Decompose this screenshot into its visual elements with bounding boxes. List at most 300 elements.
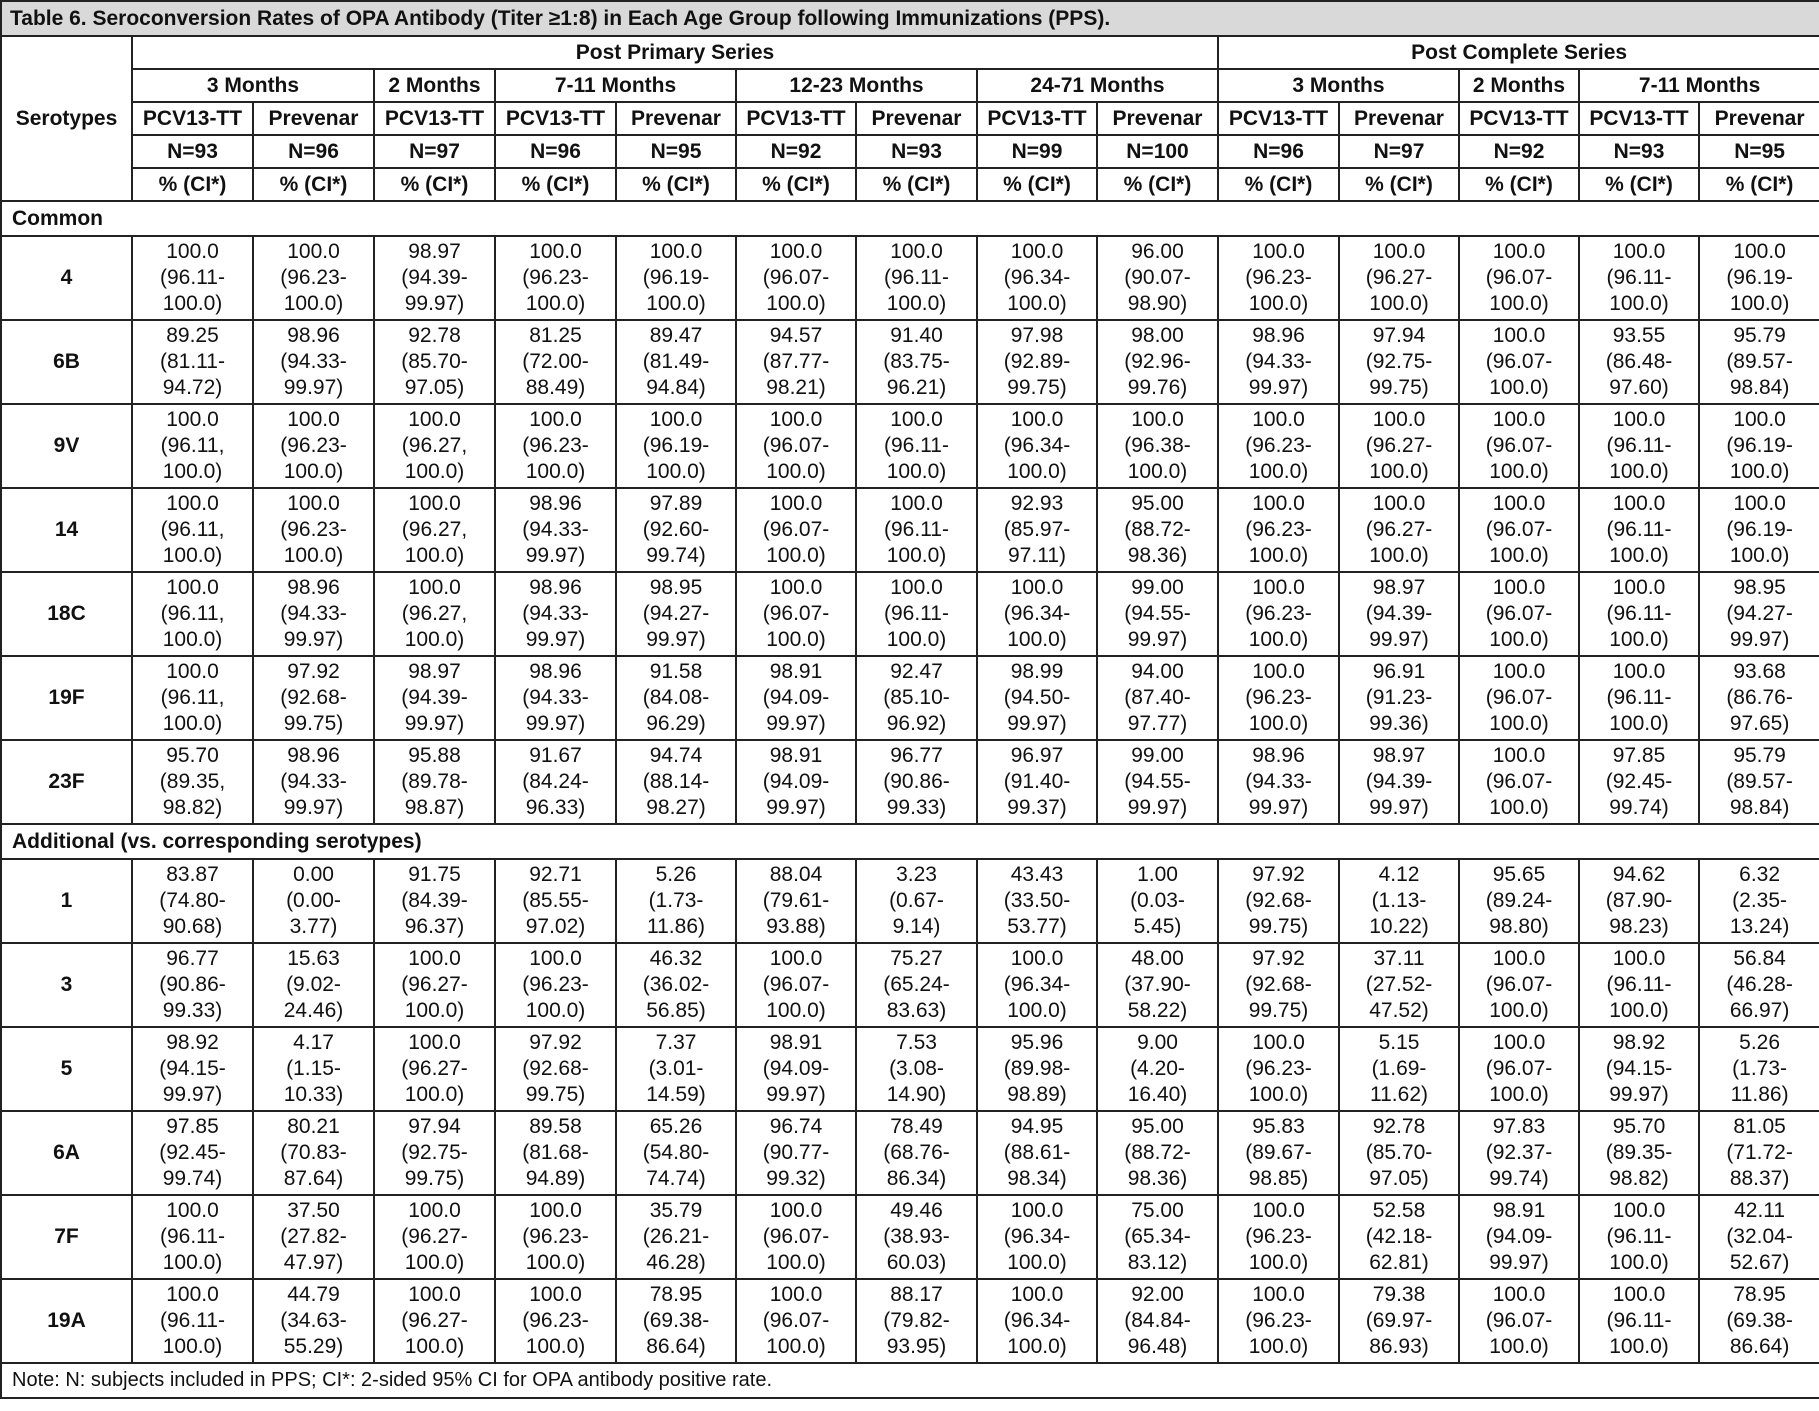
n-header: N=95 <box>616 135 736 168</box>
rate-cell <box>495 943 616 1027</box>
rate-value: 89.47 <box>649 324 703 347</box>
ci-value: (96.27- <box>401 1309 468 1332</box>
table-row <box>1 1027 1819 1111</box>
ci-value: (92.96- <box>1124 350 1191 373</box>
ci-value: 11.62) <box>1370 1083 1428 1106</box>
ci-value: (27.52- <box>1365 973 1433 996</box>
rate-cell <box>495 1111 616 1195</box>
rate-value: 100.0 <box>1612 1199 1666 1222</box>
rate-value: 89.25 <box>166 324 219 347</box>
ci-value: (96.11- <box>1606 1309 1672 1332</box>
table-row <box>1 859 1819 943</box>
ci-value: 100.0) <box>1007 628 1067 651</box>
rate-value: 100.0 <box>1010 240 1064 263</box>
ci-value: 100.0) <box>1248 628 1309 651</box>
rate-value: 100.0 <box>1252 1031 1305 1054</box>
ci-value: 100.0) <box>404 628 465 651</box>
ci-value: (70.83- <box>280 1141 347 1164</box>
ci-value: 98.87) <box>404 796 465 819</box>
ci-value: (96.34- <box>1003 602 1071 625</box>
ci-value: (0.67- <box>889 889 944 912</box>
n-header: N=97 <box>374 135 495 168</box>
rate-cell <box>1699 488 1819 572</box>
ci-value: (1.73- <box>1732 1057 1788 1080</box>
n-header: N=95 <box>1699 135 1819 168</box>
ci-value: (68.76- <box>883 1141 950 1164</box>
rate-cell <box>1459 488 1579 572</box>
ci-value: 66.97) <box>1729 999 1790 1022</box>
vaccine-header: Prevenar <box>616 102 736 135</box>
ci-value: 100.0) <box>1369 544 1429 567</box>
rate-cell <box>1218 859 1339 943</box>
ci-value: 100.0) <box>1489 796 1549 819</box>
rate-value: 94.62 <box>1612 863 1666 886</box>
ci-value: (1.69- <box>1371 1057 1427 1080</box>
ci-value: (1.15- <box>286 1057 341 1080</box>
ci-value: 100.0) <box>766 544 826 567</box>
ci-value: (89.78- <box>401 770 468 793</box>
rate-value: 94.95 <box>1010 1115 1064 1138</box>
unit-header: % (CI*) <box>1218 168 1339 201</box>
ci-value: 86.64) <box>1729 1335 1790 1358</box>
rate-value: 100.0 <box>1612 408 1666 431</box>
age-group-header: 7-11 Months <box>495 69 736 102</box>
rate-value: 93.55 <box>1612 324 1666 347</box>
unit-header: % (CI*) <box>977 168 1097 201</box>
vaccine-header: PCV13-TT <box>132 102 253 135</box>
ci-value: 10.33) <box>283 1083 344 1106</box>
ci-value: 100.0) <box>162 460 223 483</box>
ci-value: 83.63) <box>886 999 947 1022</box>
rate-value: 88.17 <box>890 1283 943 1306</box>
ci-value: 99.33) <box>162 999 223 1022</box>
rate-value: 97.94 <box>1372 324 1426 347</box>
rate-cell <box>616 1027 736 1111</box>
ci-value: (96.23- <box>522 973 589 996</box>
ci-value: (92.75- <box>401 1141 468 1164</box>
rate-value: 100.0 <box>408 947 461 970</box>
rate-value: 91.58 <box>649 660 703 683</box>
rate-cell <box>977 1195 1097 1279</box>
ci-value: 100.0) <box>1489 628 1549 651</box>
n-header: N=92 <box>736 135 856 168</box>
ci-value: 60.03) <box>886 1251 947 1274</box>
ci-value: (96.19- <box>642 266 710 289</box>
ci-value: (1.13- <box>1371 889 1427 912</box>
ci-value: (90.07- <box>1124 266 1191 289</box>
serotypes-header: Serotypes <box>1 36 132 201</box>
ci-value: 99.97) <box>1369 628 1429 651</box>
ci-value: (89.98- <box>1003 1057 1071 1080</box>
ci-value: (9.02- <box>286 973 341 996</box>
rate-cell <box>736 488 856 572</box>
rate-value: 100.0 <box>408 1031 461 1054</box>
rate-cell <box>1579 1027 1699 1111</box>
rate-cell <box>1339 1027 1459 1111</box>
serotype-cell: 23F <box>1 740 132 824</box>
rate-value: 100.0 <box>166 1199 219 1222</box>
rate-cell <box>495 740 616 824</box>
ci-value: (90.86- <box>159 973 226 996</box>
rate-cell <box>132 236 253 320</box>
ci-value: 14.90) <box>886 1083 947 1106</box>
rate-cell <box>977 1027 1097 1111</box>
ci-value: (89.67- <box>1245 1141 1312 1164</box>
ci-value: 16.40) <box>1127 1083 1188 1106</box>
ci-value: 100.0) <box>283 460 344 483</box>
ci-value: 99.74) <box>1609 796 1669 819</box>
ci-value: 62.81) <box>1369 1251 1429 1274</box>
rate-value: 98.96 <box>287 576 340 599</box>
rate-value: 48.00 <box>1131 947 1184 970</box>
rate-cell <box>374 572 495 656</box>
rate-cell <box>977 488 1097 572</box>
rate-cell <box>616 656 736 740</box>
ci-value: 58.22) <box>1127 999 1188 1022</box>
ci-value: (89.35, <box>159 770 226 793</box>
ci-value: 99.74) <box>162 1167 223 1190</box>
ci-value: 94.84) <box>646 376 706 399</box>
serotype-cell: 1 <box>1 859 132 943</box>
rate-cell <box>1097 740 1218 824</box>
rate-value: 95.00 <box>1131 1115 1184 1138</box>
ci-value: (96.23- <box>1245 1309 1312 1332</box>
rate-value: 93.68 <box>1733 660 1786 683</box>
rate-cell <box>132 1195 253 1279</box>
rate-value: 100.0 <box>1252 576 1305 599</box>
ci-value: (94.09- <box>762 770 830 793</box>
rate-value: 98.96 <box>529 492 582 515</box>
ci-value: 100.0) <box>1489 292 1549 315</box>
rate-value: 100.0 <box>529 947 582 970</box>
ci-value: 96.33) <box>525 796 586 819</box>
unit-header: % (CI*) <box>1459 168 1579 201</box>
ci-value: (96.11- <box>1606 266 1672 289</box>
rate-cell <box>1218 1279 1339 1363</box>
rate-value: 94.74 <box>649 744 703 767</box>
rate-value: 98.95 <box>1733 576 1786 599</box>
table-row <box>1 488 1819 572</box>
rate-cell <box>495 404 616 488</box>
ci-value: (69.38- <box>642 1309 710 1332</box>
rate-cell <box>1579 943 1699 1027</box>
table-row <box>1 1111 1819 1195</box>
ci-value: 100.0) <box>404 544 465 567</box>
ci-value: 98.36) <box>1127 1167 1188 1190</box>
serotype-cell: 4 <box>1 236 132 320</box>
ci-value: 100.0) <box>283 544 344 567</box>
ci-value: 99.97) <box>404 292 465 315</box>
rate-cell <box>1459 1027 1579 1111</box>
rate-cell <box>495 859 616 943</box>
rate-cell <box>374 320 495 404</box>
ci-value: (96.23- <box>522 266 589 289</box>
rate-cell <box>856 320 977 404</box>
ci-value: 56.85) <box>646 999 706 1022</box>
rate-cell <box>616 740 736 824</box>
vaccine-header: PCV13-TT <box>495 102 616 135</box>
rate-value: 97.98 <box>1010 324 1064 347</box>
rate-value: 100.0 <box>1010 947 1064 970</box>
ci-value: 99.97) <box>1489 1251 1549 1274</box>
ci-value: (96.07- <box>1485 1057 1553 1080</box>
rate-cell <box>374 740 495 824</box>
rate-cell <box>495 1279 616 1363</box>
rate-value: 100.0 <box>408 492 461 515</box>
rate-cell <box>1218 488 1339 572</box>
rate-cell <box>1699 1279 1819 1363</box>
rate-cell <box>253 859 374 943</box>
ci-value: (91.23- <box>1365 686 1433 709</box>
rate-cell <box>856 488 977 572</box>
rate-value: 100.0 <box>1492 240 1546 263</box>
ci-value: 100.0) <box>646 292 706 315</box>
ci-value: 99.97) <box>1127 628 1188 651</box>
ci-value: (89.57- <box>1726 770 1793 793</box>
ci-value: (96.11- <box>884 266 949 289</box>
rate-value: 100.0 <box>166 492 219 515</box>
ci-value: 99.97) <box>1369 796 1429 819</box>
serotype-cell: 9V <box>1 404 132 488</box>
ci-value: (96.11- <box>1606 973 1672 996</box>
serotype-cell: 6A <box>1 1111 132 1195</box>
rate-value: 37.50 <box>287 1199 340 1222</box>
ci-value: (96.34- <box>1003 1309 1071 1332</box>
rate-cell <box>374 1195 495 1279</box>
ci-value: 100.0) <box>766 1251 826 1274</box>
rate-value: 100.0 <box>769 576 823 599</box>
ci-value: 98.34) <box>1007 1167 1067 1190</box>
ci-value: (94.09- <box>762 686 830 709</box>
rate-cell <box>374 1111 495 1195</box>
ci-value: 100.0) <box>1248 1251 1309 1274</box>
vaccine-header-row <box>1 102 1819 135</box>
ci-value: (94.27- <box>1726 602 1793 625</box>
ci-value: 94.72) <box>162 376 223 399</box>
rate-cell <box>1097 320 1218 404</box>
rate-value: 91.67 <box>529 744 582 767</box>
rate-value: 100.0 <box>1733 408 1786 431</box>
rate-cell <box>1699 320 1819 404</box>
ci-value: (96.19- <box>1726 266 1793 289</box>
n-header: N=93 <box>132 135 253 168</box>
rate-cell <box>1218 1111 1339 1195</box>
ci-value: 96.21) <box>886 376 947 399</box>
rate-value: 100.0 <box>1733 240 1786 263</box>
rate-cell <box>1459 740 1579 824</box>
rate-value: 98.96 <box>529 576 582 599</box>
rate-cell <box>374 404 495 488</box>
ci-value: 100.0) <box>1609 712 1669 735</box>
rate-cell <box>1218 740 1339 824</box>
rate-cell <box>1579 1279 1699 1363</box>
rate-value: 100.0 <box>769 947 823 970</box>
ci-value: (94.33- <box>280 770 347 793</box>
rate-cell <box>132 859 253 943</box>
ci-value: (46.28- <box>1726 973 1793 996</box>
ci-value: (92.68- <box>1245 889 1312 912</box>
ci-value: 100.0) <box>886 292 947 315</box>
ci-value: (85.10- <box>883 686 950 709</box>
rate-cell <box>616 572 736 656</box>
rate-cell <box>253 236 374 320</box>
rate-cell <box>856 1111 977 1195</box>
rate-value: 97.83 <box>1492 1115 1546 1138</box>
rate-value: 98.91 <box>769 660 823 683</box>
rate-cell <box>1339 404 1459 488</box>
ci-value: 100.0) <box>1369 292 1429 315</box>
rate-value: 100.0 <box>1612 947 1666 970</box>
rate-cell <box>616 404 736 488</box>
rate-cell <box>1218 1195 1339 1279</box>
rate-cell <box>1339 320 1459 404</box>
rate-cell <box>1579 656 1699 740</box>
rate-cell <box>374 943 495 1027</box>
ci-value: (96.27- <box>1365 518 1433 541</box>
table-row <box>1 404 1819 488</box>
ci-value: (89.57- <box>1726 350 1793 373</box>
ci-value: 90.68) <box>162 915 223 938</box>
ci-value: (96.27- <box>401 1225 468 1248</box>
rate-value: 98.96 <box>287 744 340 767</box>
ci-value: (96.11, <box>160 434 225 457</box>
ci-value: 53.77) <box>1007 915 1067 938</box>
rate-value: 95.88 <box>408 744 461 767</box>
rate-value: 96.91 <box>1372 660 1426 683</box>
n-header: N=96 <box>495 135 616 168</box>
rate-cell <box>1097 1279 1218 1363</box>
ci-value: 99.97) <box>525 712 586 735</box>
ci-value: 98.90) <box>1127 292 1188 315</box>
section-row <box>1 201 1819 236</box>
rate-value: 100.0 <box>408 408 461 431</box>
rate-cell <box>616 320 736 404</box>
ci-value: 100.0) <box>1489 376 1549 399</box>
rate-cell <box>132 943 253 1027</box>
ci-value: (89.24- <box>1485 889 1553 912</box>
rate-value: 98.96 <box>529 660 582 683</box>
rate-value: 97.92 <box>1252 863 1305 886</box>
rate-value: 95.83 <box>1252 1115 1305 1138</box>
ci-value: (72.00- <box>522 350 589 373</box>
ci-value: 99.97) <box>525 628 586 651</box>
ci-value: (96.11- <box>160 266 225 289</box>
ci-value: 88.49) <box>525 376 586 399</box>
ci-value: 99.97) <box>283 628 344 651</box>
vaccine-header: Prevenar <box>856 102 977 135</box>
ci-value: (96.07- <box>762 1309 830 1332</box>
ci-value: (96.23- <box>280 266 347 289</box>
rate-cell <box>977 943 1097 1027</box>
ci-value: (79.61- <box>762 889 830 912</box>
ci-value: (96.23- <box>1245 1057 1312 1080</box>
ci-value: (96.11, <box>160 686 225 709</box>
rate-cell <box>736 1195 856 1279</box>
ci-value: 99.74) <box>1489 1167 1549 1190</box>
ci-value: 93.88) <box>766 915 826 938</box>
rate-value: 97.85 <box>166 1115 219 1138</box>
rate-cell <box>1218 572 1339 656</box>
ci-value: 100.0) <box>283 292 344 315</box>
rate-cell <box>132 1027 253 1111</box>
ci-value: 100.0) <box>1007 999 1067 1022</box>
rate-value: 92.78 <box>1372 1115 1426 1138</box>
ci-value: 100.0) <box>1248 1083 1309 1106</box>
rate-value: 100.0 <box>769 408 823 431</box>
ci-value: (37.90- <box>1124 973 1191 996</box>
ci-value: (3.01- <box>648 1057 704 1080</box>
serotype-cell: 5 <box>1 1027 132 1111</box>
ci-value: (87.40- <box>1124 686 1191 709</box>
rate-cell <box>253 1195 374 1279</box>
ci-value: 100.0) <box>1248 460 1309 483</box>
ci-value: (96.38- <box>1124 434 1191 457</box>
rate-value: 100.0 <box>166 240 219 263</box>
rate-cell <box>1339 488 1459 572</box>
rate-cell <box>132 1279 253 1363</box>
n-header: N=96 <box>1218 135 1339 168</box>
ci-value: 98.36) <box>1127 544 1188 567</box>
ci-value: 100.0) <box>1248 544 1309 567</box>
rate-value: 100.0 <box>1612 576 1666 599</box>
rate-value: 100.0 <box>890 492 943 515</box>
rate-value: 100.0 <box>529 1199 582 1222</box>
rate-cell <box>736 740 856 824</box>
ci-value: 100.0) <box>1127 460 1188 483</box>
rate-cell <box>495 320 616 404</box>
unit-header: % (CI*) <box>616 168 736 201</box>
ci-value: (83.75- <box>883 350 950 373</box>
rate-value: 98.99 <box>1010 660 1064 683</box>
rate-cell <box>374 1279 495 1363</box>
ci-value: 100.0) <box>766 292 826 315</box>
ci-value: (94.15- <box>1605 1057 1673 1080</box>
ci-value: (81.11- <box>160 350 225 373</box>
rate-value: 100.0 <box>408 1283 461 1306</box>
ci-value: 100.0) <box>1007 460 1067 483</box>
ci-value: (96.11- <box>1606 1225 1672 1248</box>
serotype-cell: 14 <box>1 488 132 572</box>
rate-value: 7.37 <box>655 1031 697 1054</box>
serotype-cell: 7F <box>1 1195 132 1279</box>
rate-cell <box>1218 656 1339 740</box>
ci-value: 98.89) <box>1007 1083 1067 1106</box>
serotype-cell: 6B <box>1 320 132 404</box>
rate-cell <box>1097 236 1218 320</box>
ci-value: (96.27- <box>401 1057 468 1080</box>
ci-value: 99.97) <box>766 712 826 735</box>
rate-value: 100.0 <box>1492 1283 1546 1306</box>
rate-value: 75.27 <box>890 947 943 970</box>
rate-value: 100.0 <box>1612 660 1666 683</box>
ci-value: (96.11- <box>1606 602 1672 625</box>
rate-value: 100.0 <box>408 1199 461 1222</box>
ci-value: 99.75) <box>283 712 344 735</box>
ci-value: 99.33) <box>886 796 947 819</box>
ci-value: (94.33- <box>522 602 589 625</box>
ci-value: 100.0) <box>1007 1251 1067 1274</box>
ci-value: (92.89- <box>1003 350 1071 373</box>
ci-value: (96.11- <box>160 1309 225 1332</box>
serotype-cell: 3 <box>1 943 132 1027</box>
caption-row <box>1 1 1819 36</box>
ci-value: 10.22) <box>1369 915 1429 938</box>
ci-value: (94.09- <box>1485 1225 1553 1248</box>
rate-cell <box>1579 236 1699 320</box>
rate-cell <box>736 572 856 656</box>
rate-cell <box>495 236 616 320</box>
ci-value: 97.05) <box>404 376 465 399</box>
